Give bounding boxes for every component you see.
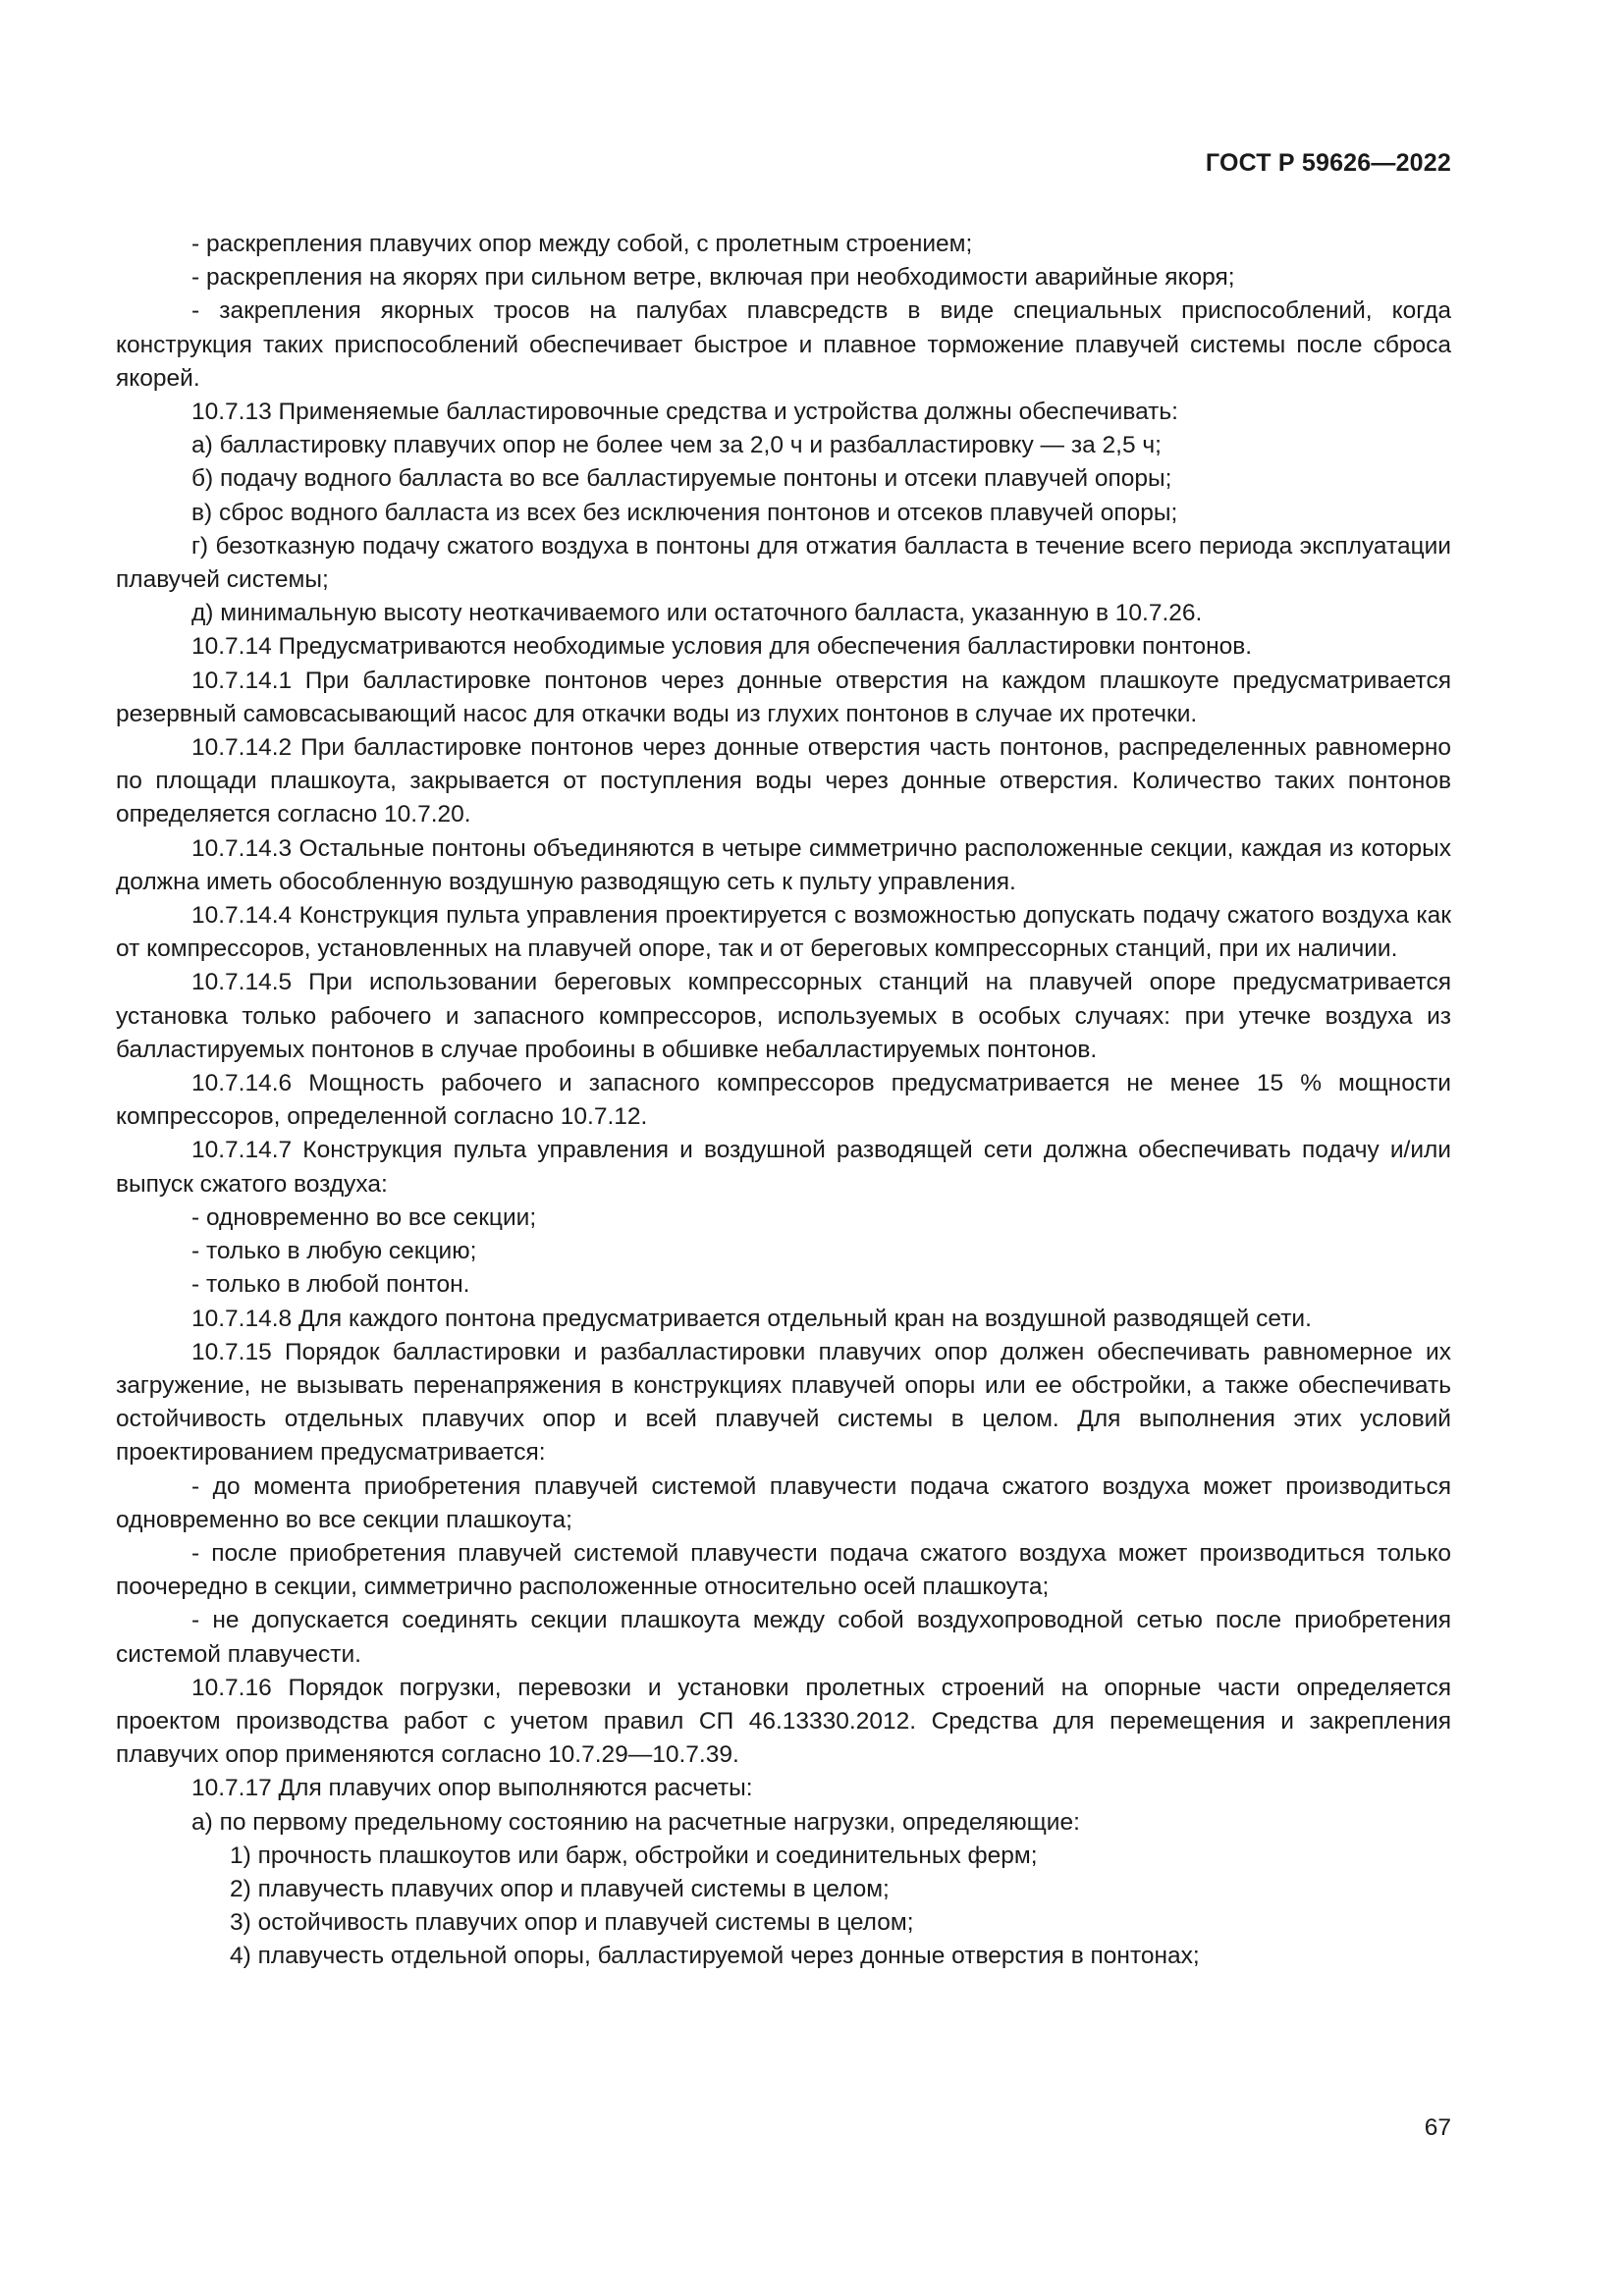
document-body xyxy=(116,228,1451,1974)
paragraph: 10.7.17 Для плавучих опор выполняются расчеты: xyxy=(191,1775,753,1802)
paragraph: - раскрепления на якорях при сильном ветре, включая при необходимости аварийные якоря; xyxy=(191,264,1235,292)
document-standard-code: ГОСТ Р 59626—2022 xyxy=(1205,149,1451,177)
paragraph: 10.7.14.1 При балластировке понтонов через донные отверстия на каждом плашкоуте предусматривается резервный самовсасывающий насос для откачки воды из глухих понтонов в случае их протечки. xyxy=(116,667,1451,727)
paragraph: в) сброс водного балласта из всех без исключения понтонов и отсеков плавучей опоры; xyxy=(191,499,1178,526)
paragraph: 10.7.14 Предусматриваются необходимые условия для обеспечения балластировки понтонов. xyxy=(191,633,1253,661)
sub-paragraph: 3) остойчивость плавучих опор и плавучей системы в целом; xyxy=(230,1909,914,1937)
paragraph: 10.7.14.3 Остальные понтоны объединяются в четыре симметрично расположенные секции, каждая из которых должна иметь обособленную воздушную разводящую сеть к пульту управления. xyxy=(116,834,1451,895)
paragraph: 10.7.14.4 Конструкция пульта управления проектируется с возможностью допускать подачу сжатого воздуха как от компрессоров, установленных на плавучей опоре, так и от береговых компрессорных станций, при их наличии. xyxy=(116,902,1451,963)
paragraph: - одновременно во все секции; xyxy=(191,1203,537,1231)
paragraph: 10.7.14.5 При использовании береговых компрессорных станций на плавучей опоре предусматривается установка только рабочего и запасного компрессоров, используемых в особых случаях: при утечке воздуха из балластируемых понтонов в случае пробоины в обшивке небалластируемых понтонов. xyxy=(116,969,1451,1063)
paragraph: 10.7.15 Порядок балластировки и разбалластировки плавучих опор должен обеспечивать равномерное их загружение, не вызывать перенапряжения в конструкциях плавучей опоры или ее обстройки, а также обеспечивать остойчивость отдельных плавучих опор и всей плавучей системы в целом. Для выполнения этих условий проектированием предусматривается: xyxy=(116,1338,1451,1467)
paragraph: 10.7.14.7 Конструкция пульта управления и воздушной разводящей сети должна обеспечивать подачу и/или выпуск сжатого воздуха: xyxy=(116,1137,1451,1198)
paragraph: - только в любой понтон. xyxy=(191,1271,470,1299)
sub-paragraph: 2) плавучесть плавучих опор и плавучей системы в целом; xyxy=(230,1875,890,1902)
paragraph: - после приобретения плавучей системой плавучести подача сжатого воздуха может производиться только поочередно в секции, симметрично расположенные относительно осей плашкоута; xyxy=(116,1539,1451,1601)
sub-paragraph: 1) прочность плашкоутов или барж, обстройки и соединительных ферм; xyxy=(230,1842,1038,1869)
paragraph: 10.7.13 Применяемые балластировочные средства и устройства должны обеспечивать: xyxy=(191,399,1178,426)
paragraph: 10.7.14.6 Мощность рабочего и запасного компрессоров предусматривается не менее 15 % мощности компрессоров, определенной согласно 10.7.12. xyxy=(116,1070,1451,1131)
paragraph: 10.7.14.2 При балластировке понтонов через донные отверстия часть понтонов, распределенных равномерно по площади плашкоута, закрывается от поступления воды через донные отверстия. Количество таких понтонов определяется согласно 10.7.20. xyxy=(116,734,1451,828)
paragraph: г) безотказную подачу сжатого воздуха в понтоны для отжатия балласта в течение всего периода эксплуатации плавучей системы; xyxy=(116,532,1451,594)
paragraph: - не допускается соединять секции плашкоута между собой воздухопроводной сетью после приобретения системой плавучести. xyxy=(116,1607,1451,1668)
page-number: 67 xyxy=(1424,2114,1451,2141)
paragraph: - закрепления якорных тросов на палубах плавсредств в виде специальных приспособлений, когда конструкция таких приспособлений обеспечивает быстрое и плавное торможение плавучей системы после сброса якорей. xyxy=(116,297,1451,392)
paragraph: б) подачу водного балласта во все балластируемые понтоны и отсеки плавучей опоры; xyxy=(191,465,1172,493)
paragraph: - раскрепления плавучих опор между собой, с пролетным строением; xyxy=(191,231,973,257)
paragraph: д) минимальную высоту неоткачиваемого или остаточного балласта, указанную в 10.7.26. xyxy=(191,600,1203,627)
sub-paragraph: 4) плавучесть отдельной опоры, балластируемой через донные отверстия в понтонах; xyxy=(230,1943,1200,1970)
paragraph: а) балластировку плавучих опор не более чем за 2,0 ч и разбалластировку — за 2,5 ч; xyxy=(191,432,1162,459)
paragraph: - только в любую секцию; xyxy=(191,1238,477,1265)
paragraph: 10.7.14.8 Для каждого понтона предусматривается отдельный кран на воздушной разводящей сети. xyxy=(191,1305,1312,1332)
paragraph: - до момента приобретения плавучей системой плавучести подача сжатого воздуха может производиться одновременно во все секции плашкоута; xyxy=(116,1472,1451,1533)
paragraph: 10.7.16 Порядок погрузки, перевозки и установки пролетных строений на опорные части определяется проектом производства работ с учетом правил СП 46.13330.2012. Средства для перемещения и закрепления плавучих опор применяются согласно 10.7.29—10.7.39. xyxy=(116,1674,1451,1769)
paragraph: а) по первому предельному состоянию на расчетные нагрузки, определяющие: xyxy=(191,1808,1080,1836)
